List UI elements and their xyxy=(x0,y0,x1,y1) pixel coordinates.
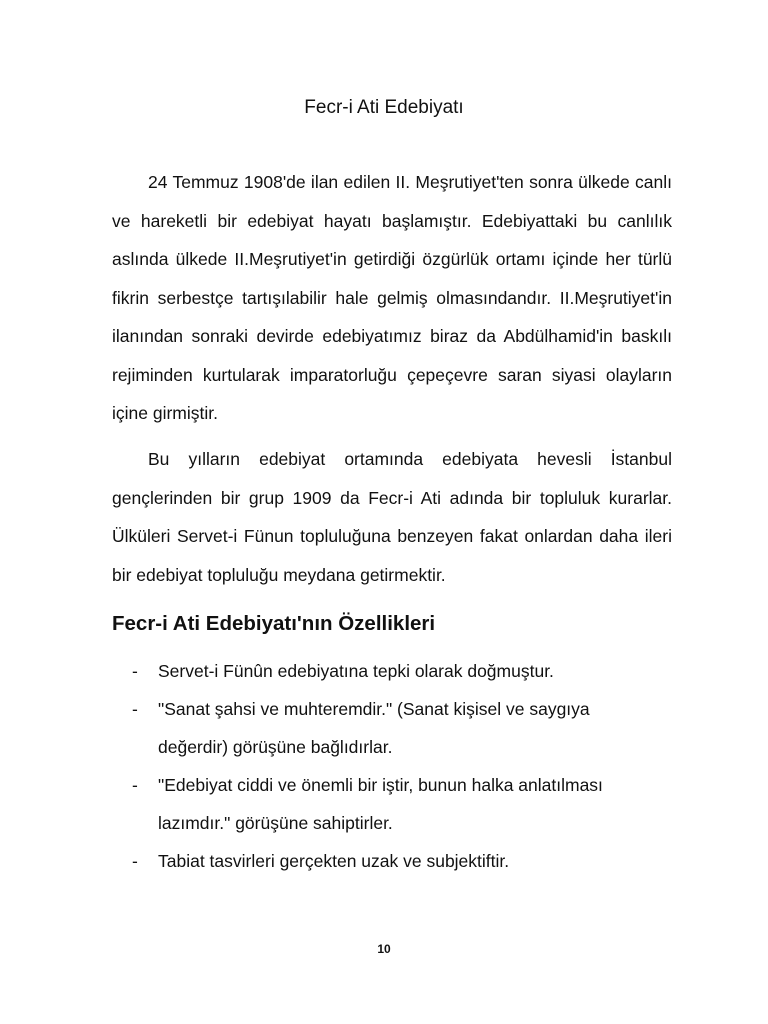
list-item xyxy=(112,842,632,880)
paragraph-2: Bu yılların edebiyat ortamında edebiyata hevesli İstanbul gençlerinden bir grup 1909 da Fecr-i Ati adında bir topluluk kurarlar. Ülküleri Servet-i Fünun topluluğuna benzeyen fakat onlardan daha ileri bir edebiyat topluluğu meydana getirmektir. xyxy=(112,449,672,585)
list-item-text: Servet-i Fünûn edebiyatına tepki olarak doğmuştur. xyxy=(158,661,554,681)
bullet-dash: - xyxy=(132,699,138,719)
bullet-dash: - xyxy=(132,775,138,795)
list-item-text: "Edebiyat ciddi ve önemli bir iştir, bunun halka anlatılması lazımdır." görüşüne sahiptirler. xyxy=(158,775,603,833)
features-list xyxy=(112,652,632,880)
bullet-dash: - xyxy=(132,661,138,681)
list-item xyxy=(112,652,632,690)
list-item xyxy=(112,766,632,842)
page-number: 10 xyxy=(377,942,391,956)
list-item xyxy=(112,690,632,766)
list-item-text: Tabiat tasvirleri gerçekten uzak ve subjektiftir. xyxy=(158,851,510,871)
bullet-dash: - xyxy=(132,851,138,871)
section-heading: Fecr-i Ati Edebiyatı'nın Özellikleri xyxy=(112,612,436,635)
page-title: Fecr-i Ati Edebiyatı xyxy=(304,97,464,118)
paragraph-1: 24 Temmuz 1908'de ilan edilen II. Meşrutiyet'ten sonra ülkede canlı ve hareketli bir edebiyat hayatı başlamıştır. Edebiyattaki bu canlılık aslında ülkede II.Meşrutiyet'in getirdiği özgürlük ortamı içinde her türlü fikrin serbestçe tartışılabilir hale gelmiş olmasındandır. II.Meşrutiyet'in ilanından sonraki devirde edebiyatımız biraz da Abdülhamid'in baskılı rejiminden kurtularak imparatorluğu çepeçevre saran siyasi olayların içine girmiştir. xyxy=(112,172,672,423)
list-item-text: "Sanat şahsi ve muhteremdir." (Sanat kişisel ve saygıya değerdir) görüşüne bağlıdırlar. xyxy=(158,699,590,757)
